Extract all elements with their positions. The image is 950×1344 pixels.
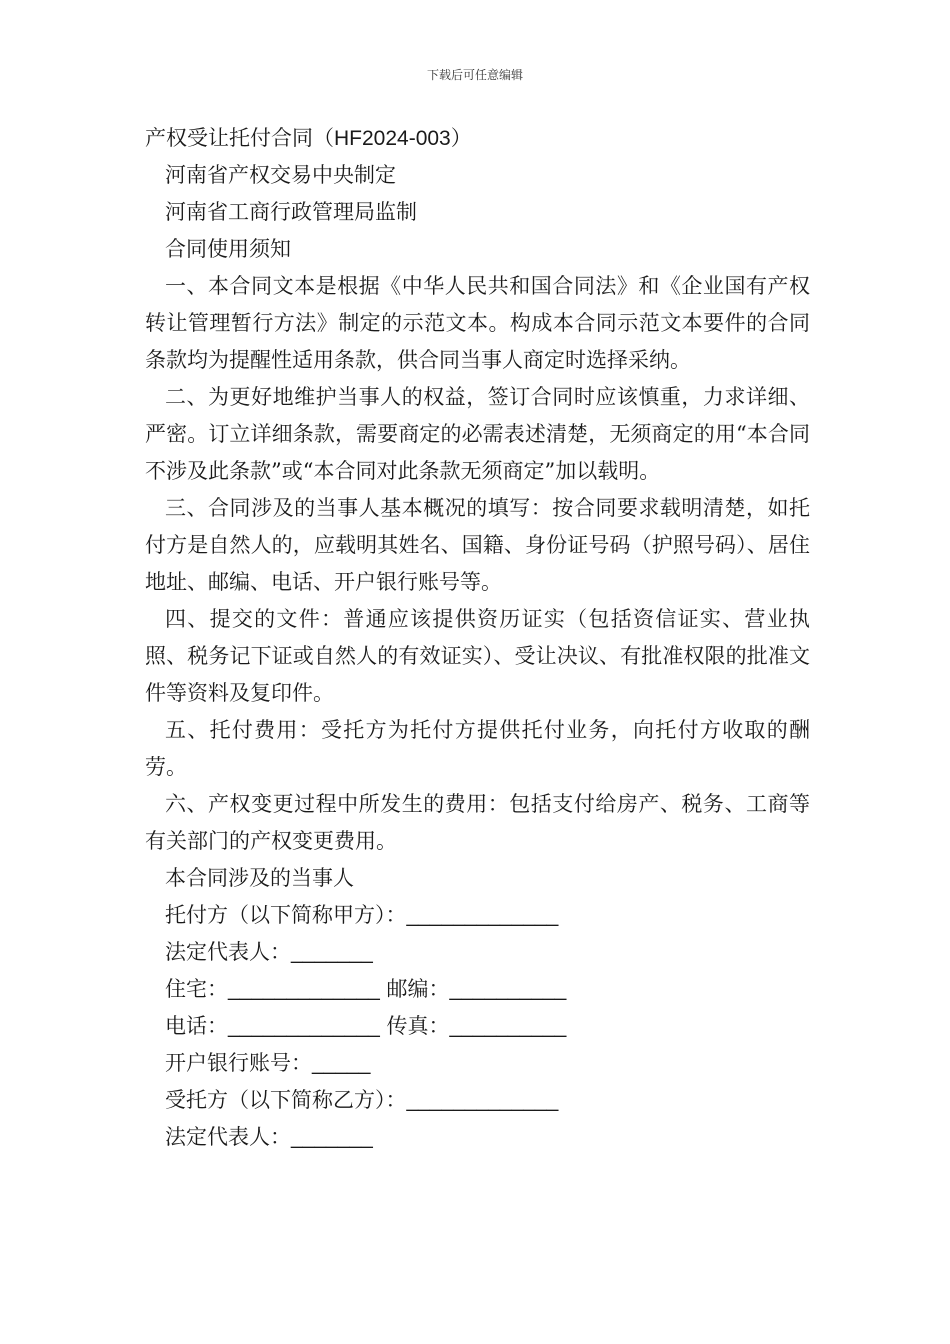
party-a-label: 托付方（以下简称甲方）： (165, 903, 407, 927)
notice-item-6: 六、产权变更过程中所发生的费用：包括支付给房产、税务、工商等有关部门的产权变更费用。 (145, 792, 810, 853)
document-body (145, 120, 810, 1156)
legal-rep-label: 法定代表人： (165, 940, 291, 964)
fax-blank: __________ (449, 1015, 567, 1038)
legal-rep-blank: _______ (291, 941, 373, 964)
supervisor-line: 河南省工商行政管理局监制 (165, 200, 417, 224)
notice-item-3: 三、合同涉及的当事人基本概况的填写：按合同要求载明清楚，如托付方是自然人的，应载明其姓名、国籍、身份证号码（护照号码）、居住地址、邮编、电话、开户银行账号等。 (145, 496, 810, 594)
notice-item-1: 一、本合同文本是根据《中华人民共和国合同法》和《企业国有产权转让管理暂行方法》制定的示范文本。构成本合同示范文本要件的合同条款均为提醒性适用条款，供合同当事人商定时选择采纳。 (145, 274, 810, 372)
phone-label: 电话： (165, 1014, 228, 1038)
title-close: ） (450, 126, 472, 150)
party-b-legal-rep-line (145, 1119, 810, 1156)
bank-account-line (145, 1045, 810, 1082)
party-a-blank: _____________ (406, 904, 559, 927)
phone-blank: _____________ (228, 1015, 380, 1038)
party-b-legal-rep-label: 法定代表人： (165, 1125, 291, 1149)
address-label: 住宅： (165, 977, 228, 1001)
party-a-legal-rep-line (145, 934, 810, 971)
notice-heading: 合同使用须知 (165, 237, 291, 261)
notice-item-2: 二、为更好地维护当事人的权益，签订合同时应该慎重，力求详细、严密。订立详细条款，需要商定的必需表述清楚，无须商定的用“本合同不涉及此条款”或“本合同对此条款无须商定”加以载明。 (145, 385, 810, 483)
party-b-label: 受托方（以下简称乙方）： (165, 1088, 407, 1112)
address-blank: _____________ (228, 978, 380, 1001)
page-header-note: 下载后可任意编辑 (426, 68, 523, 82)
notice-item-4: 四、提交的文件：普通应该提供资历证实（包括资信证实、营业执照、税务记下证或自然人的有效证实）、受让决议、有批准权限的批准文件等资料及复印件。 (145, 607, 810, 705)
title-text: 产权受让托付合同（ (145, 126, 334, 150)
phone-fax-line (145, 1008, 810, 1045)
contract-code: HF2024-003 (334, 127, 451, 150)
postcode-label: 邮编： (386, 977, 450, 1001)
party-a-line (145, 897, 810, 934)
address-postcode-line (145, 971, 810, 1008)
fax-label: 传真： (386, 1014, 450, 1038)
notice-item-5: 五、托付费用：受托方为托付方提供托付业务，向托付方收取的酬劳。 (145, 718, 810, 779)
issuer-line: 河南省产权交易中央制定 (165, 163, 396, 187)
bank-account-label: 开户银行账号： (165, 1051, 312, 1075)
party-b-blank: _____________ (406, 1089, 559, 1112)
document-title (145, 120, 810, 157)
bank-account-blank: _____ (312, 1052, 371, 1075)
party-b-legal-rep-blank: _______ (291, 1126, 373, 1149)
parties-heading: 本合同涉及的当事人 (165, 866, 354, 890)
postcode-blank: __________ (449, 978, 567, 1001)
party-b-line (145, 1082, 810, 1119)
